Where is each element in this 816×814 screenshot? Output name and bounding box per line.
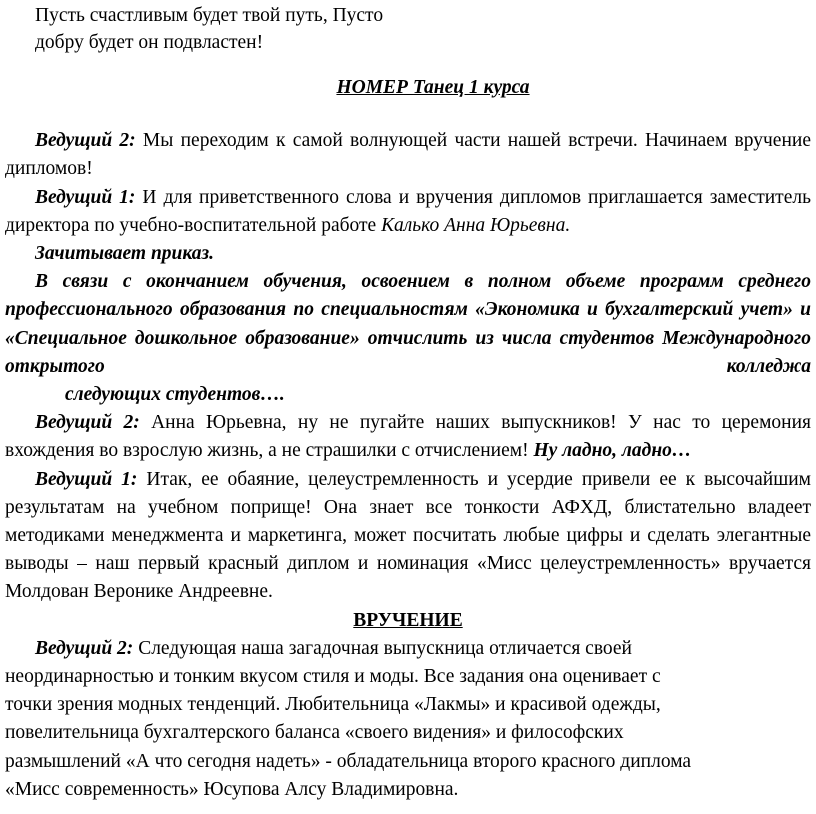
spacer [5,102,811,127]
person-name: Калько Анна Юрьевна. [381,214,571,236]
paragraph-text: Мы переходим к самой волнующей части нашей встречи. Начинаем вручение дипломов! [5,130,811,180]
paragraph-host1-invite [5,184,811,240]
paragraph-line [5,635,811,663]
number-heading: НОМЕР Танец 1 курса [336,77,530,98]
paragraph-line: повелительница бухгалтерского баланса «своего видения» и философских [5,722,624,744]
paragraph-line: размышлений «А что сегодня надеть» - обладательница второго красного диплома [5,750,692,772]
paragraph-text: Анна Юрьевна, ну не пугайте наших выпускников! У нас то церемония вхождения во взрослую жизнь, а не страшилки с отчислением! [5,412,811,462]
paragraph-order-tail: следующих студентов…. [65,384,285,406]
speaker-label: Ведущий 1: [35,186,136,208]
paragraph-host2-reply [5,409,811,465]
paragraph-order-reading: Зачитывает приказ. [35,243,215,265]
poem-line-1: Пусть счастливым будет твой путь, Пусто [35,5,384,26]
speaker-label: Ведущий 2: [35,130,136,152]
speaker-label: Ведущий 2: [35,637,134,659]
speaker-label: Ведущий 2: [35,412,140,434]
paragraph-line: точки зрения модных тенденций. Любительница «Лакмы» и красивой одежды, [5,694,661,716]
paragraph-text: И для приветственного слова и вручения дипломов приглашается заместитель директора по учебно-воспитательной работе [5,186,811,236]
paragraph-text: Следующая наша загадочная выпускница отличается своей [133,637,632,659]
emphasis-text: Ну ладно, ладно… [533,440,692,462]
paragraph-line: «Мисс современность» Юсупова Алсу Владимировна. [5,778,459,800]
speaker-label: Ведущий 1: [35,468,138,490]
paragraph-host1-nomination [5,466,811,607]
paragraph-host2-second [5,635,811,804]
section-heading: ВРУЧЕНИЕ [353,609,463,631]
paragraph-text: Итак, ее обаяние, целеустремленность и усердие привели ее к высочайшим результатам на учебном поприще! Она знает все тонкости АФХД, блистательно владеет методиками менеджмента и маркетинга, может посчитать любые цифры и сделать элегантные выводы – наш первый красный диплом и номинация «Мисс целеустремленность» вручается Молдован Веронике Андреевне. [5,468,811,603]
poem-line-2: добру будет он подвластен! [35,32,264,53]
paragraph-order-text: В связи с окончанием обучения, освоением в полном объеме программ среднего профессионального образования по специальностям «Экономика и бухгалтерский учет» и «Специальное дошкольное образование» отчислить из числа студентов Международного открытого колледжа [5,271,811,377]
paragraph-line: неординарностью и тонким вкусом стиля и моды. Все задания она оценивает с [5,666,661,688]
poem-block [35,2,811,56]
paragraph-host2-intro [5,127,811,183]
